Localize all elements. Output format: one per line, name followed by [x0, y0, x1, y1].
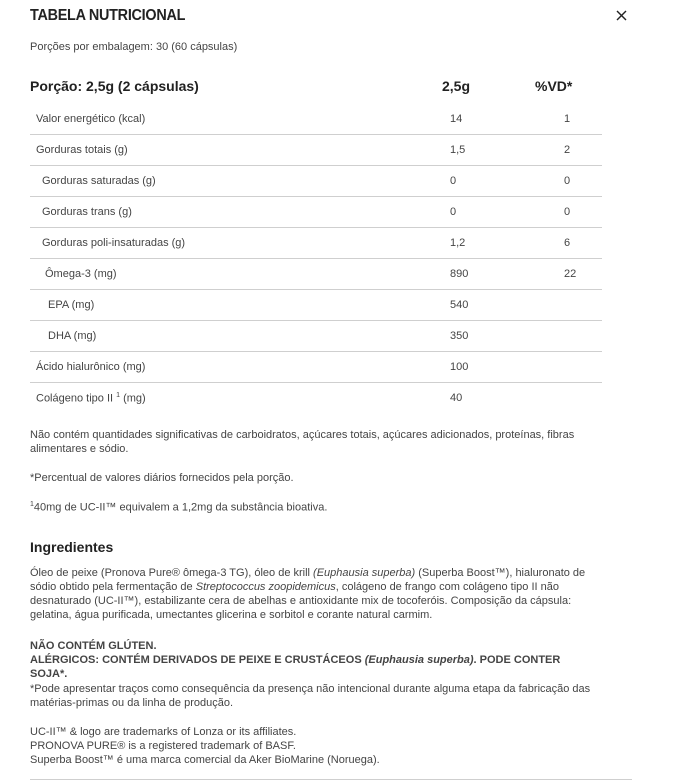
row-amount: 0: [450, 206, 457, 218]
row-amount: 350: [450, 330, 469, 342]
ingredients-italic-2: Streptococcus zoopidemicus: [195, 581, 336, 593]
row-vd: 6: [564, 237, 571, 249]
row-amount: 40: [450, 392, 463, 404]
row-label: Ácido hialurônico (mg): [36, 361, 146, 373]
table-row: [30, 135, 602, 166]
vd-note: *Percentual de valores diários fornecidos pela porção.: [30, 472, 294, 484]
footnote-superscript: 1: [30, 501, 34, 508]
row-label: EPA (mg): [48, 299, 95, 311]
nutrition-table: [30, 104, 602, 413]
table-row: [30, 259, 602, 290]
row-vd: 0: [564, 175, 571, 187]
no-significant-note: Não contém quantidades significativas de carboidratos, açúcares totais, açúcares adicionados, proteínas, fibras alimentares e sódio.: [30, 429, 575, 455]
amount-header: 2,5g: [442, 78, 471, 94]
row-amount: 0: [450, 175, 457, 187]
row-label-text: Colágeno tipo II: [36, 392, 114, 405]
row-vd: 0: [564, 206, 571, 218]
table-row: [30, 104, 602, 135]
footnote: [30, 498, 600, 515]
table-row: [30, 321, 602, 352]
row-label: [36, 392, 146, 405]
allergens-warning: [30, 653, 600, 681]
trademark-3: Superba Boost™ é uma marca comercial da Aker BioMarine (Noruega).: [30, 754, 380, 766]
row-amount: 1,5: [450, 144, 466, 156]
allergens-text-2: . PODE CONTER SOJA*.: [30, 654, 561, 680]
ingredients-title: Ingredientes: [30, 539, 114, 555]
row-vd: 1: [564, 113, 571, 125]
gluten-warning: NÃO CONTÉM GLÚTEN.: [30, 640, 157, 652]
row-amount: 540: [450, 299, 469, 311]
table-row: [30, 290, 602, 321]
row-label: Ômega-3 (mg): [45, 268, 117, 280]
row-vd: 2: [564, 144, 571, 156]
ingredients-text-1: Óleo de peixe (Pronova Pure® ômega-3 TG), óleo de krill: [30, 567, 314, 579]
page-title: TABELA NUTRICIONAL: [30, 7, 186, 24]
row-vd: 22: [564, 268, 577, 280]
table-header: [30, 78, 602, 96]
row-amount: 14: [450, 113, 463, 125]
row-label: Gorduras saturadas (g): [42, 175, 156, 187]
close-icon: [612, 7, 630, 25]
row-amount: 100: [450, 361, 469, 373]
ingredients-text-3: , colágeno de frango com colágeno tipo II não desnaturado (UC-II™), estabilizante cera de abelhas e antioxidante mix de tocoferóis. Composição da cápsula: gelatina, água purificada, umectantes glicerina e sorbitol e corante natural carmim.: [30, 581, 572, 621]
table-row: [30, 383, 602, 413]
row-label: Gorduras trans (g): [42, 206, 132, 218]
row-label-suffix: (mg): [120, 392, 146, 405]
ingredients-italic-1: (Euphausia superba): [313, 567, 416, 579]
table-row: [30, 197, 602, 228]
close-button[interactable]: [612, 7, 630, 25]
row-label: Gorduras totais (g): [36, 144, 128, 156]
allergens-text-1: ALÉRGICOS: CONTÉM DERIVADOS DE PEIXE E CRUSTÁCEOS: [30, 654, 365, 666]
ingredients-text: [30, 566, 600, 622]
row-amount: 890: [450, 268, 469, 280]
row-label: Valor energético (kcal): [36, 113, 146, 125]
trademark-2: PRONOVA PURE® is a registered trademark of BASF.: [30, 740, 296, 752]
vd-header: %VD*: [535, 78, 573, 94]
table-row: [30, 228, 602, 259]
footnote-text: 40mg de UC-II™ equivalem a 1,2mg da substância bioativa.: [33, 501, 328, 514]
ingredients-text-2: (Superba Boost™), hialuronato de sódio obtido pela fermentação de: [30, 567, 586, 593]
allergens-italic: (Euphausia superba): [364, 654, 474, 666]
row-label: DHA (mg): [48, 330, 97, 342]
row-label: Gorduras poli-insaturadas (g): [42, 237, 186, 249]
row-amount: 1,2: [450, 237, 466, 249]
traces-note: *Pode apresentar traços como consequência da presença não intencional durante alguma etapa da fabricação das matérias-primas ou da linha de produção.: [30, 683, 591, 709]
trademark-1: UC-II™ & logo are trademarks of Lonza or its affiliates.: [30, 726, 297, 738]
row-label-superscript: 1: [116, 392, 121, 399]
table-row: [30, 352, 602, 383]
servings-text: Porções por embalagem: 30 (60 cápsulas): [30, 41, 238, 53]
bottom-divider: [30, 779, 632, 780]
portion-label: Porção: 2,5g (2 cápsulas): [30, 78, 199, 94]
table-row: [30, 166, 602, 197]
